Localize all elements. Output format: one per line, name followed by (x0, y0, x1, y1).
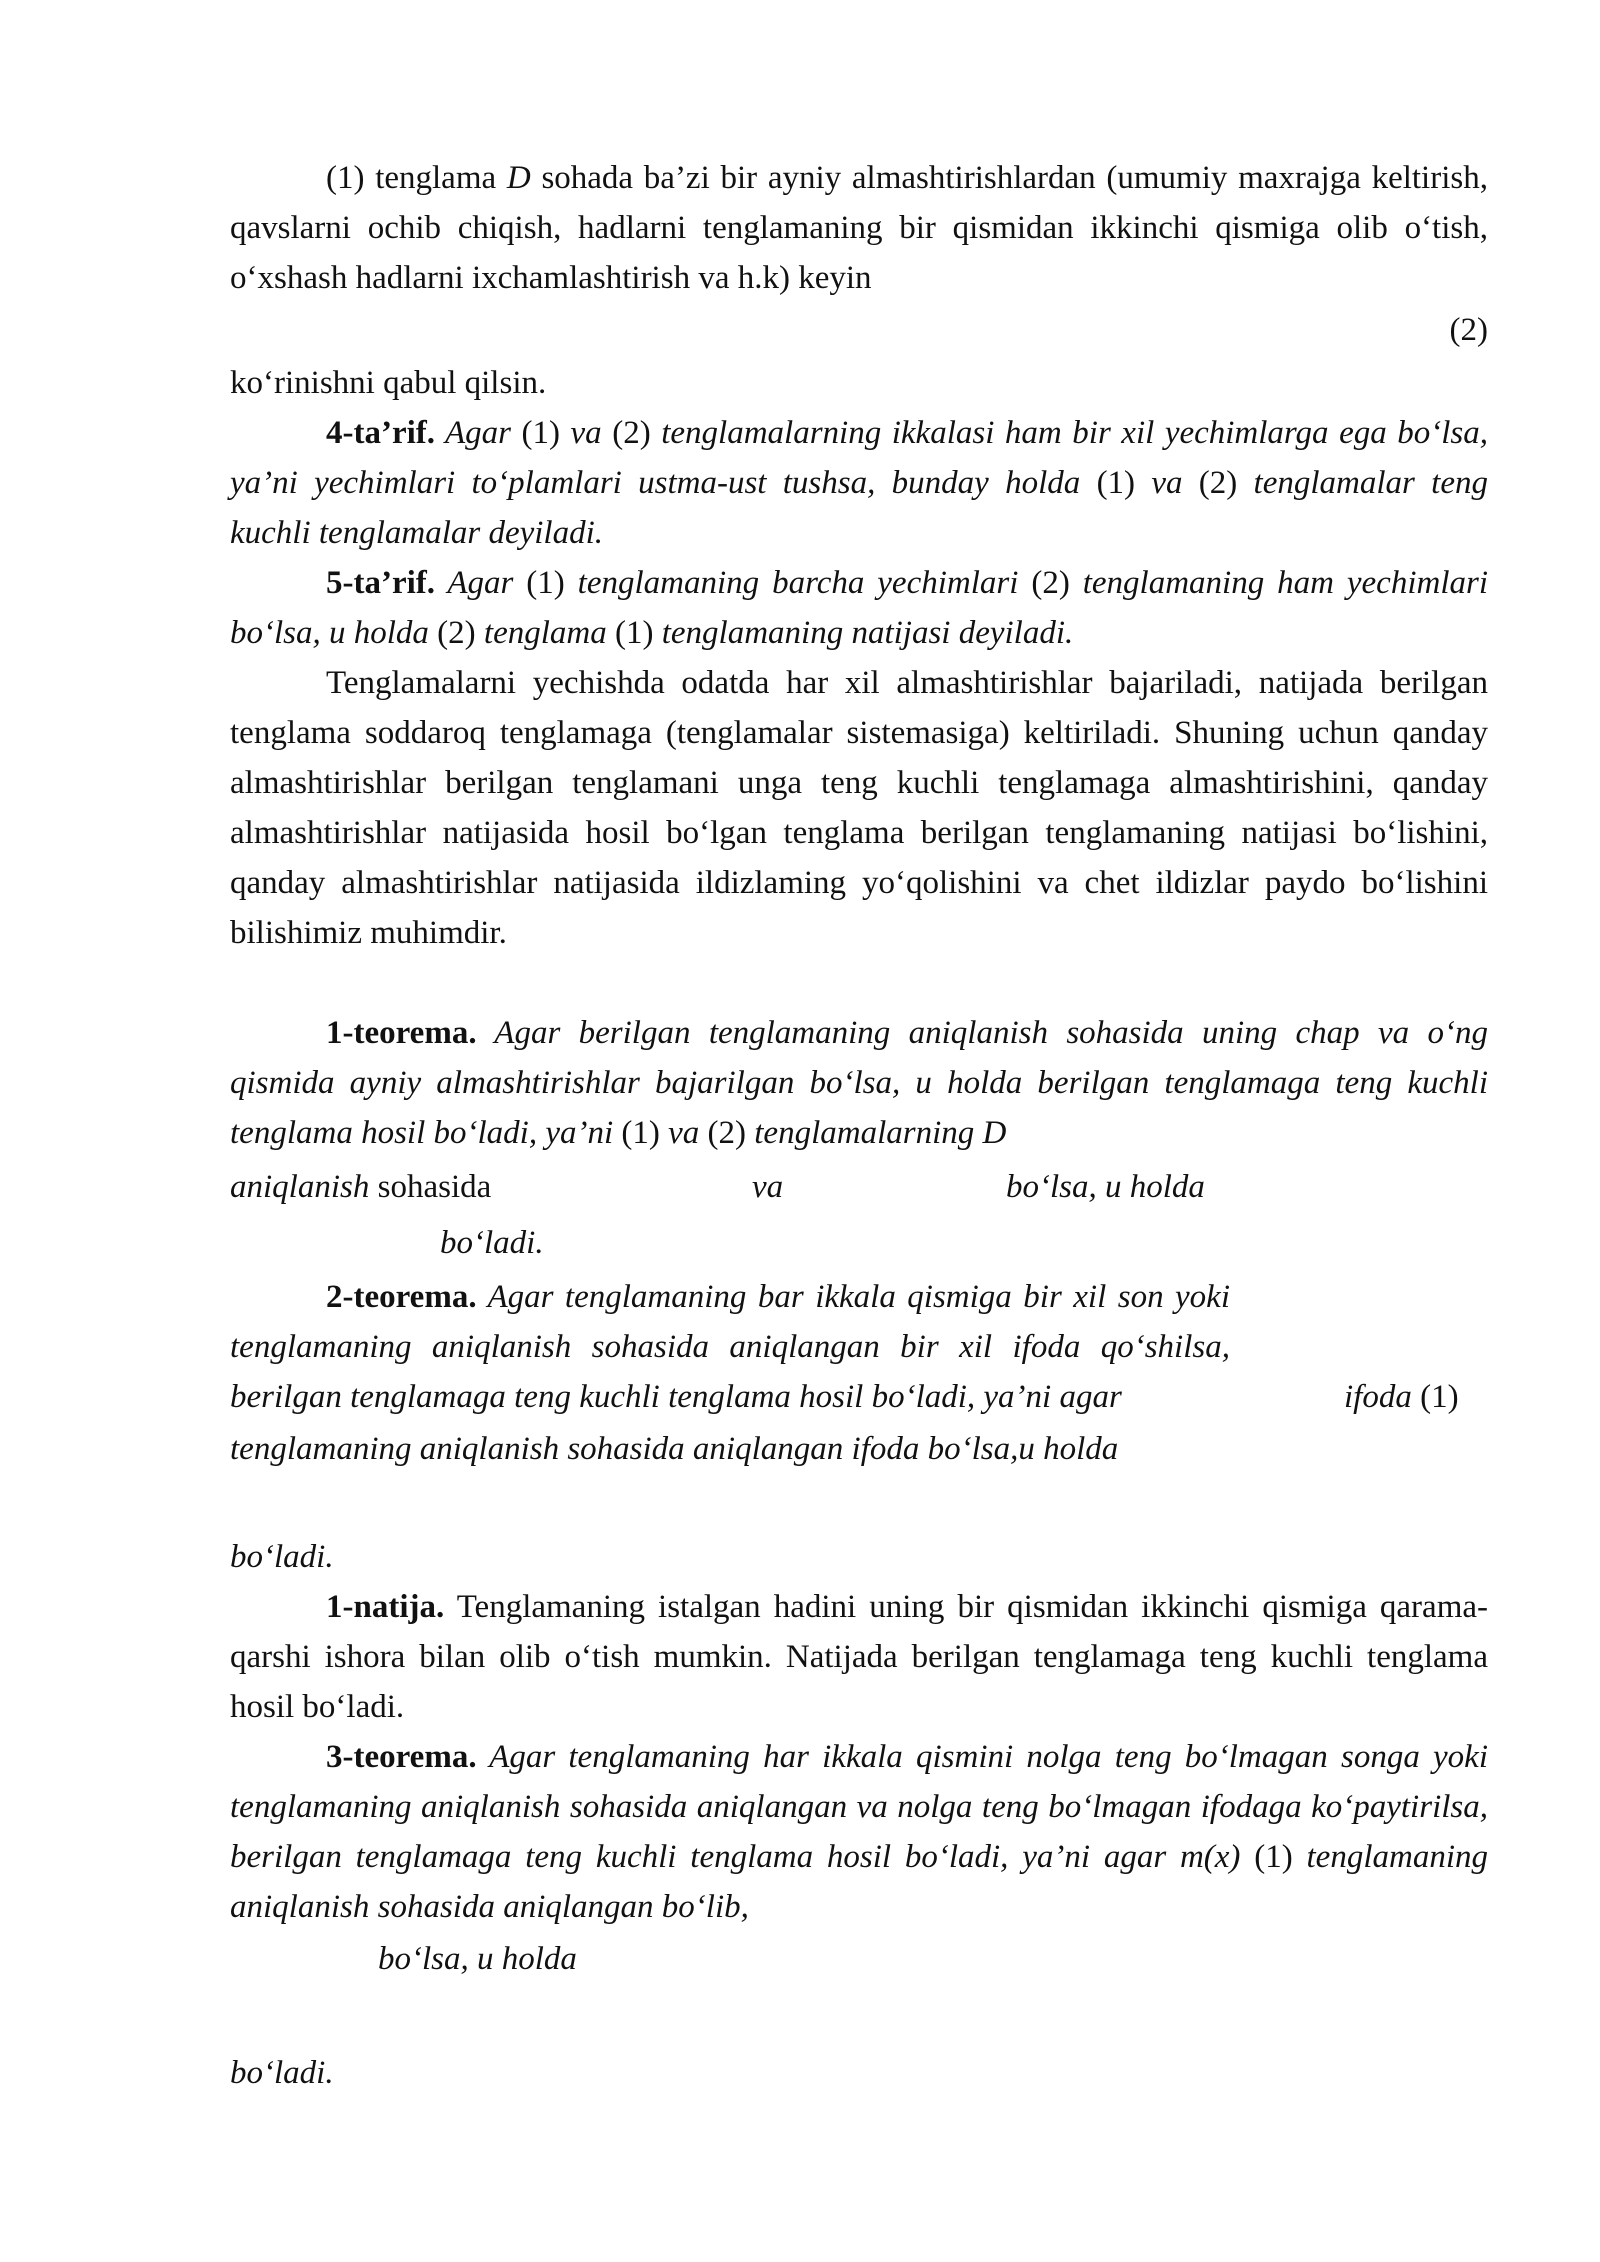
theorem-1-bolsa: bo‘lsa, u holda (1006, 1169, 1205, 1205)
theorem-3-line: bo‘lsa, u holda (378, 1941, 577, 1977)
theorem-2-ifoda: ifoda (1) (1344, 1379, 1459, 1415)
equation-number: (2) (1449, 312, 1488, 348)
theorem-2: 2-teorema. Agar tenglamaning bar ikkala qismiga bir xil son yoki tenglamaning aniqlanish sohasida aniqlangan bir xil ifoda qo‘shilsa, berilgan tenglamaga teng kuchli tenglama hosil bo‘ladi, ya’ni agar (230, 1279, 1230, 1415)
theorem-2-line: tenglamaning aniqlanish sohasida aniqlangan ifoda bo‘lsa,u holda (230, 1431, 1119, 1467)
theorem-1: 1-teorema. Agar berilgan tenglamaning aniqlanish sohasida uning chap va o‘ng qismida ayniy almashtirishlar bajarilgan bo‘lsa, u holda berilgan tenglamaga teng kuchli tenglama hosil bo‘ladi, ya’ni (1) va (2) tenglamalarning D (230, 1015, 1488, 1151)
theorem-label: 1-teorema. (326, 1015, 477, 1051)
intro-paragraph-end: ko‘rinishni qabul qilsin. (230, 365, 547, 401)
corollary-1: 1-natija. Tenglamaning istalgan hadini uning bir qismidan ikkinchi qismiga qarama-qarshi ishora bilan olib o‘tish mumkin. Natijada berilgan tenglamaga teng kuchli tenglama hosil bo‘ladi. (230, 1589, 1488, 1725)
theorem-3-end: bo‘ladi. (230, 2055, 334, 2091)
theorem-1-end: bo‘ladi. (440, 1225, 544, 1261)
definition-label: 4-ta’rif. (326, 415, 436, 451)
definition-5: 5-ta’rif. Agar (1) tenglamaning barcha yechimlari (2) tenglamaning ham yechimlari bo‘lsa, u holda (2) tenglama (1) tenglamaning natijasi deyiladi. (230, 565, 1489, 651)
theorem-1-va: va (752, 1169, 784, 1205)
definition-label: 5-ta’rif. (326, 565, 436, 601)
main-paragraph: Tenglamalarni yechishda odatda har xil almashtirishlar bajariladi, natijada berilgan tenglama soddaroq tenglamaga (tenglamalar sistemasiga) keltiriladi. Shuning uchun qanday almashtirishlar berilgan tenglamani unga teng kuchli tenglamaga almashtirishini, qanday almashtirishlar natijasida hosil bo‘lgan tenglama berilgan tenglamaning natijasi bo‘lishini, qanday almashtirishlar natijasida ildizlaming yo‘qolishini va chet ildizlar paydo bo‘lishini bilishimiz muhimdir. (230, 665, 1488, 951)
text-run: sohada ba’zi bir ayniy almashtirishlardan (umumiy maxrajga keltirish, qavslarni ochib chiqish, hadlarni tenglamaning bir qismidan ikkinchi qismiga olib o‘tish, o‘xshash hadlarni ixchamlashtirish va h.k) keyin (230, 160, 1488, 296)
theorem-label: 3-teorema. (326, 1739, 477, 1775)
theorem-label: 2-teorema. (326, 1279, 477, 1315)
intro-paragraph (230, 153, 1488, 303)
corollary-label: 1-natija. (326, 1589, 445, 1625)
theorem-2-end: bo‘ladi. (230, 1539, 334, 1575)
theorem-3: 3-teorema. Agar tenglamaning har ikkala qismini nolga teng bo‘lmagan songa yoki tenglamaning aniqlanish sohasida aniqlangan va nolga teng bo‘lmagan ifodaga ko‘paytirilsa, berilgan tenglamaga teng kuchli tenglama hosil bo‘ladi, ya’ni agar m(x) (1) tenglamaning aniqlanish sohasida aniqlangan bo‘lib, (230, 1739, 1488, 1925)
text-run: (1) tenglama (326, 160, 507, 196)
theorem-1-line: aniqlanish sohasida (230, 1169, 492, 1205)
definition-4: 4-ta’rif. Agar (1) va (2) tenglamalarning ikkalasi ham bir xil yechimlarga ega bo‘lsa, ya’ni yechimlari to‘plamlari ustma-ust tushsa, bunday holda (1) va (2) tenglamalar teng kuchli tenglamalar deyiladi. (230, 415, 1489, 551)
domain-symbol: D (506, 160, 531, 196)
